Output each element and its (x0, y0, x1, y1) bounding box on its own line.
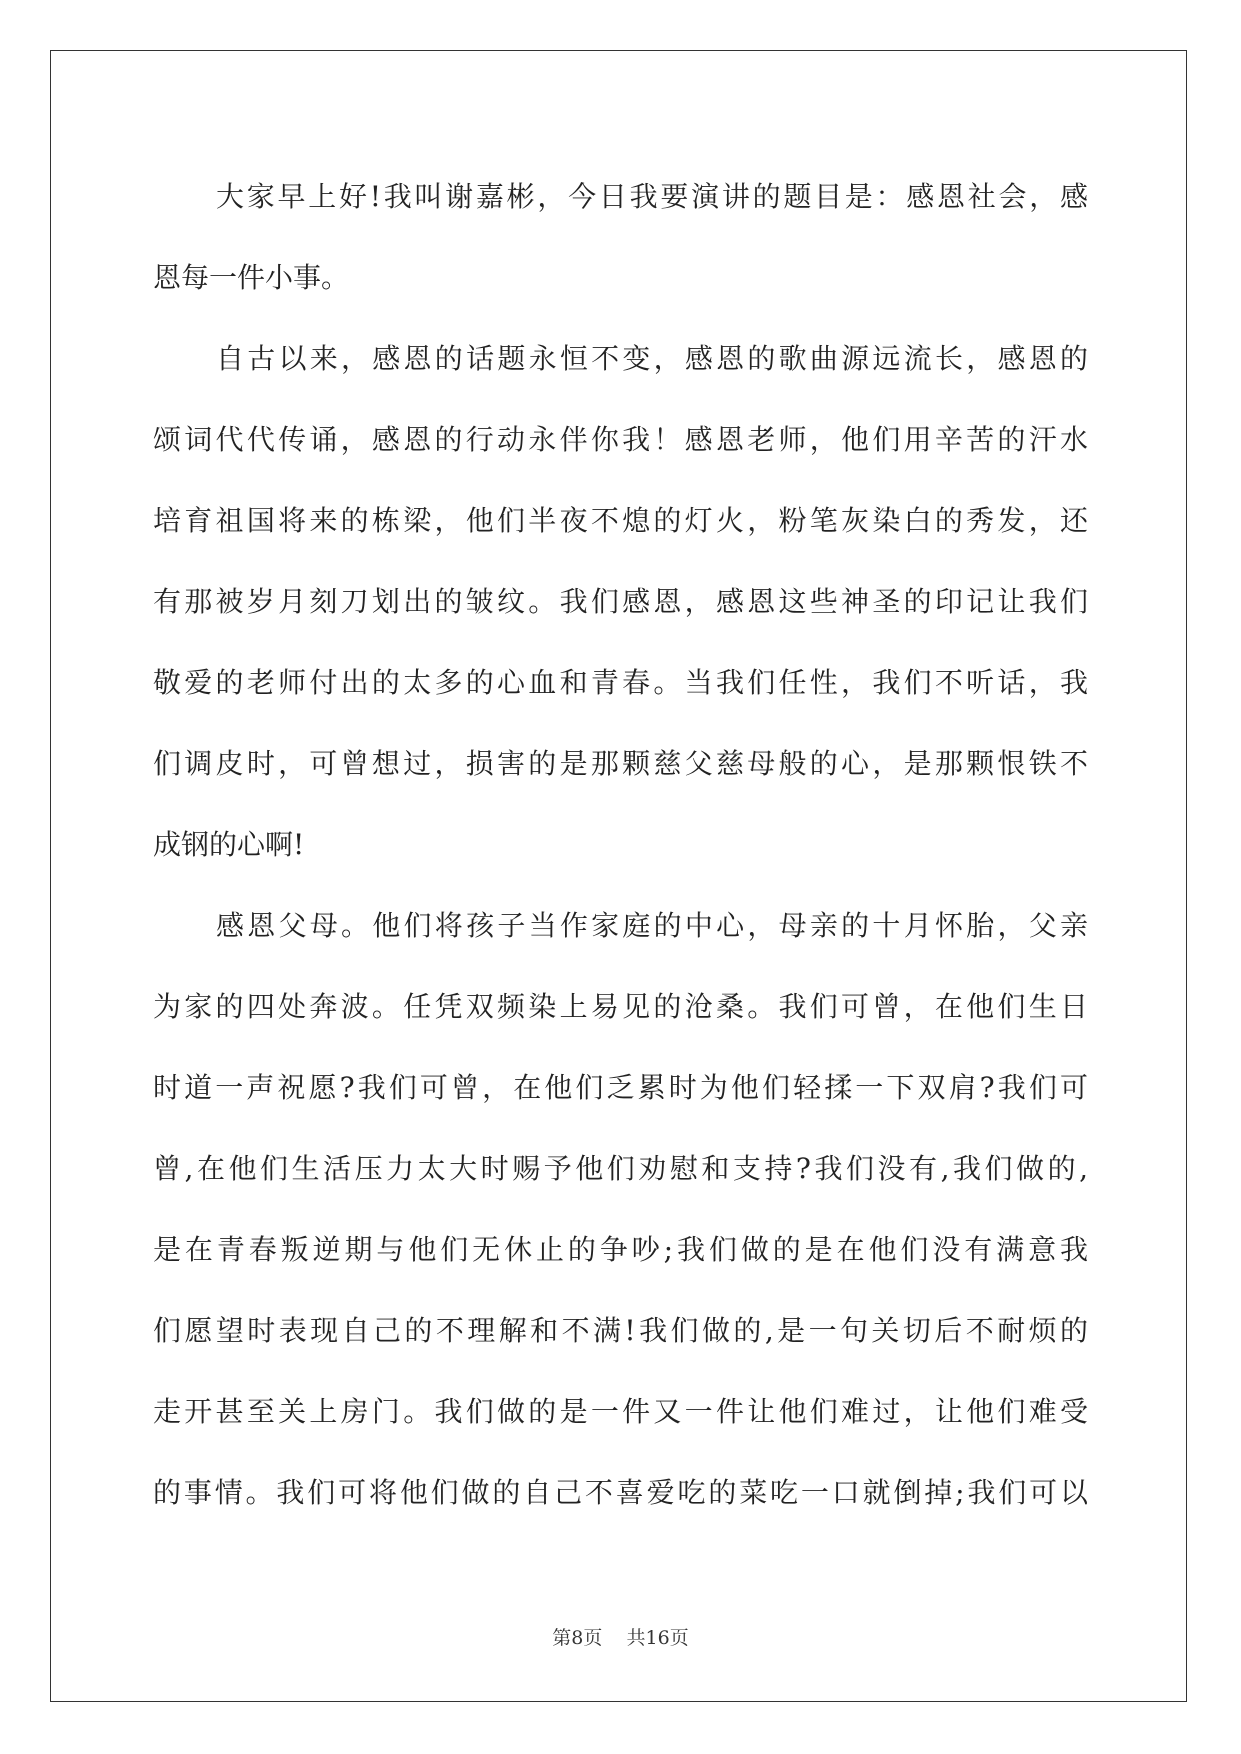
text-line: 们调皮时，可曾想过，损害的是那颗慈父慈母般的心，是那颗恨铁不 (153, 747, 1088, 780)
text-line: 是在青春叛逆期与他们无休止的争吵;我们做的是在他们没有满意我 (153, 1233, 1088, 1266)
text-line: 们愿望时表现自己的不理解和不满!我们做的,是一句关切后不耐烦的 (153, 1314, 1088, 1347)
text-line: 成钢的心啊! (153, 828, 305, 861)
document-body (153, 156, 1088, 1533)
text-line: 大家早上好!我叫谢嘉彬，今日我要演讲的题目是：感恩社会，感 (216, 180, 1088, 213)
text-line: 敬爱的老师付出的太多的心血和青春。当我们任性，我们不听话，我 (153, 666, 1088, 699)
text-line: 感恩父母。他们将孩子当作家庭的中心，母亲的十月怀胎，父亲 (216, 909, 1088, 942)
page-footer (0, 1626, 1241, 1650)
text-line: 为家的四处奔波。任凭双频染上易见的沧桑。我们可曾，在他们生日 (153, 990, 1088, 1023)
text-line: 的事情。我们可将他们做的自己不喜爱吃的菜吃一口就倒掉;我们可以 (153, 1476, 1088, 1509)
text-line: 时道一声祝愿?我们可曾，在他们乏累时为他们轻揉一下双肩?我们可 (153, 1071, 1088, 1104)
text-line: 曾,在他们生活压力太大时赐予他们劝慰和支持?我们没有,我们做的, (153, 1152, 1088, 1185)
text-line: 走开甚至关上房门。我们做的是一件又一件让他们难过，让他们难受 (153, 1395, 1088, 1428)
text-line: 培育祖国将来的栋梁，他们半夜不熄的灯火，粉笔灰染白的秀发，还 (153, 504, 1088, 537)
text-line: 颂词代代传诵，感恩的行动永伴你我！感恩老师，他们用辛苦的汗水 (153, 423, 1088, 456)
text-line: 恩每一件小事。 (153, 261, 350, 294)
text-line: 自古以来，感恩的话题永恒不变，感恩的歌曲源远流长，感恩的 (216, 342, 1088, 375)
text-line: 有那被岁月刻刀划出的皱纹。我们感恩，感恩这些神圣的印记让我们 (153, 585, 1088, 618)
page-number: 第8页 (552, 1627, 603, 1649)
page-total: 共16页 (626, 1627, 689, 1649)
